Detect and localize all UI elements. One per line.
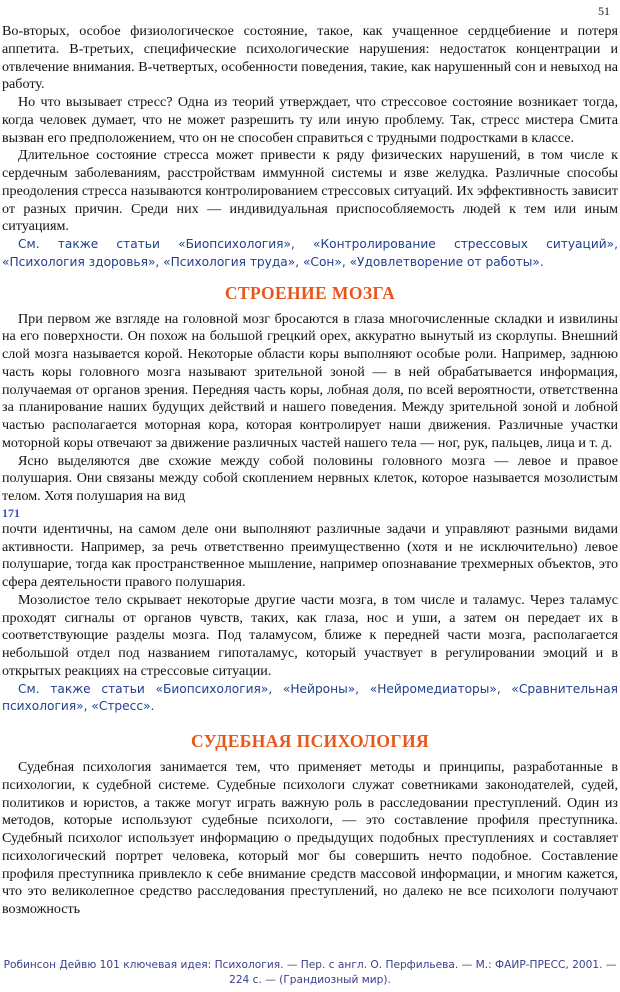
citation-line: 224 с. — (Грандиозный мир).	[229, 974, 391, 986]
paragraph: Длительное состояние стресса может привести к ряду физических нарушений, в том числе к сердечным заболеваниям, расстройствам иммунной системы и язве желудка. Различные способы преодоления стресса называются контролированием стрессовых ситуаций. Их эффективность зависит от разных причин. Среди них — индивидуальная приспособляемость людей к тем или иным ситуациям.	[2, 147, 618, 235]
citation-line: Робинсон Дейвю 101 ключевая идея: Психология. — Пер. с англ. О. Перфильева. — М.: ФАИР-ПРЕСС, 2001. —	[3, 959, 617, 971]
page-number: 51	[598, 4, 610, 18]
see-also-reference[interactable]: См. также статьи «Биопсихология», «Контролирование стрессовых ситуаций», «Психология здоровья», «Психология труда», «Сон», «Удовлетворение от работы».	[2, 237, 618, 269]
section-heading-forensic-psychology: СУДЕБНАЯ ПСИХОЛОГИЯ	[190, 731, 429, 751]
paragraph: Но что вызывает стресс? Одна из теорий утверждает, что стрессовое состояние возникает тогда, когда человек думает, что не может разрешить ту или иную проблему. Так, стресс мистера Смита вызван его предположением, что он не способен справиться с трудными подростками в классе.	[2, 94, 618, 146]
paragraph: При первом же взгляде на головной мозг бросаются в глаза многочисленные складки и извилины на его поверхности. Он похож на большой грецкий орех, аккуратно вынутый из скорлупы. Внешний слой мозга называется корой. Некоторые области коры выполняют особые роли. Например, заднюю часть коры головного мозга называют зрительной зоной — в ней обрабатывается информация, получаемая от органов зрения. Передняя часть коры, лобная доля, по всей вероятности, ответственна за планирование наших будущих действий и нашего поведения. Между зрительной зоной и лобной частью располагается моторная кора, которая контролирует наши движения. Различные участки моторной коры отвечают за движение различных частей нашего тела — ног, рук, пальцев, лица и т. д.	[2, 310, 618, 451]
paragraph: Во-вторых, особое физиологическое состояние, такое, как учащенное сердцебиение и потеря аппетита. В-третьих, специфические психологические нарушения: недостаток концентрации и отвлечение внимания. В-четвертых, особенности поведения, такие, как нарушенный сон и невыход на работу.	[2, 23, 618, 93]
paragraph: почти идентичны, на самом деле они выполняют различные задачи и управляют разными видами активности. Например, за речь ответственно преимущественно (хотя и не исключительно) левое полушарие, тогда как пространственное мышление, например опознавание трехмерных объектов, это сфера деятельности правого полушария.	[2, 520, 618, 590]
paragraph: Мозолистое тело скрывает некоторые другие части мозга, в том числе и таламус. Через таламус проходят сигналы от органов чувств, таких, как глаза, нос и уши, а затем он передает их в соответствующие разделы мозга. Под таламусом, ближе к передней части мозга, располагается небольшой отдел под названием гипоталамус, который участвует в регулировании эмоций и в открытых реакциях на стрессовые ситуации.	[2, 591, 618, 679]
citation-footer	[0, 958, 620, 988]
paragraph: Судебная психология занимается тем, что применяет методы и принципы, разработанные в психологии, к судебной системе. Судебные психологи служат советниками законодателей, судей, политиков и юристов, а также могут играть важную роль в расследовании преступлений. Один из методов, которые используют судебные психологи, — это составление профиля преступника. Судебный психолог использует информацию о предыдущих подобных преступлениях и составляет психологический портрет человека, который мог бы совершить нечто подобное. Составление профиля преступника привлекло к себе внимание средств массовой информации, и многим кажется, что это великолепное средство расследования преступлений, но далеко не все психологи получают возможность	[2, 759, 618, 917]
page-content	[2, 23, 618, 919]
paragraph: Ясно выделяются две схожие между собой половины головного мозга — левое и правое полушария. Они связаны между собой скоплением нервных клеток, которое называется мозолистым телом. Хотя полушария на вид	[2, 452, 618, 504]
source-page-marker: 171	[2, 505, 20, 520]
section-heading-brain-structure: СТРОЕНИЕ МОЗГА	[224, 282, 396, 303]
see-also-reference[interactable]: См. также статьи «Биопсихология», «Нейроны», «Нейромедиаторы», «Сравнительная психология», «Стресс».	[2, 681, 618, 714]
